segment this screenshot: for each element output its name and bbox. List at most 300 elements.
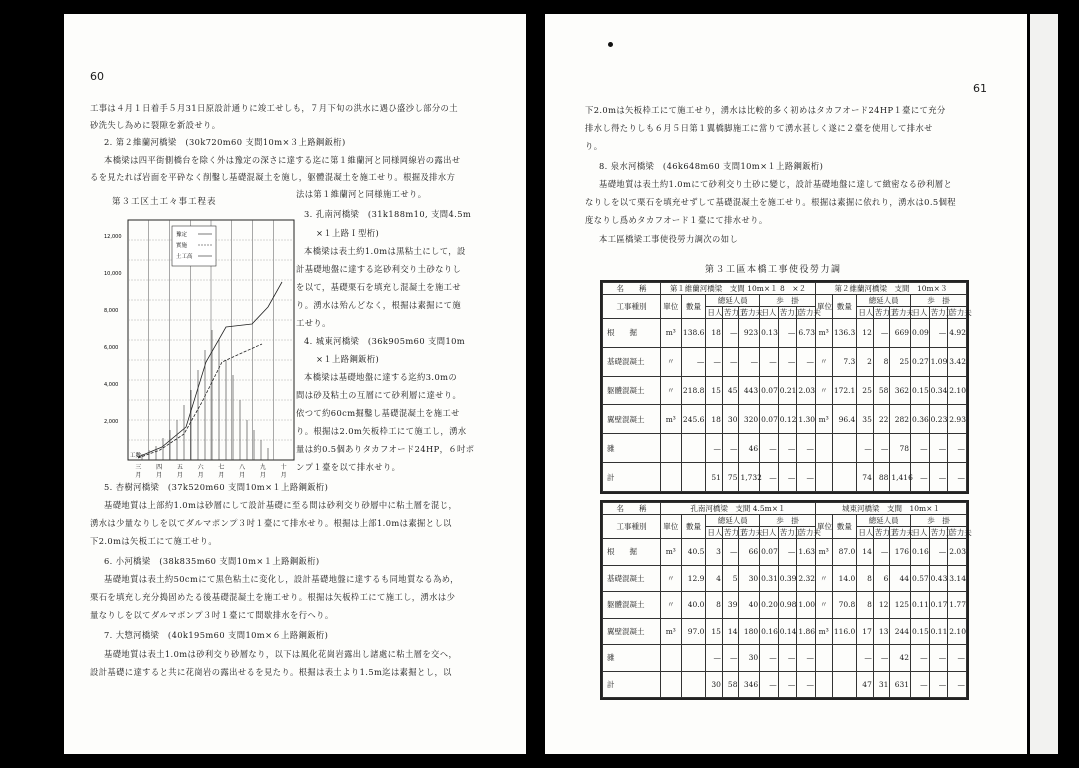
header-cell: 苦力工 — [874, 308, 898, 317]
table-cell: — — [929, 671, 948, 698]
table-cell: 46 — [739, 434, 760, 463]
x-tick-label: 六 — [197, 464, 204, 471]
x-tick-label: 月 — [197, 472, 204, 479]
row-label: 計 — [603, 463, 661, 492]
table-cell — [660, 671, 681, 698]
table-cell: 30 — [722, 405, 739, 434]
row-label: 根 掘 — [603, 539, 661, 566]
labor-table-1 — [600, 280, 972, 494]
header-cell: 歩 掛 — [760, 515, 816, 527]
table-cell: 25 — [857, 376, 874, 405]
text-line: 基礎地質は表土約1.0mにて砂利交り土砂に變じ，設計基礎地盤に達して緻密なる砂利層と — [599, 179, 953, 189]
table-cell: 136.3 — [832, 319, 857, 348]
table-cell: — — [797, 645, 816, 672]
table-cell: 6.73 — [797, 319, 816, 348]
table-cell: 78 — [890, 434, 911, 463]
table-cell: 30 — [739, 565, 760, 592]
page-number: 61 — [973, 82, 987, 95]
table-row — [603, 347, 967, 376]
x-tick-label: 七 — [218, 464, 225, 471]
table-row — [603, 592, 967, 619]
header-cell: 數量 — [832, 295, 857, 319]
legend-label: 實施 — [176, 243, 188, 249]
header-cell: 數量 — [832, 515, 857, 539]
row-label: 躯體混凝土 — [603, 592, 661, 619]
header-cell: 苦力工 — [723, 528, 747, 537]
table-cell: 44 — [890, 565, 911, 592]
y-tick-label: 8,000 — [104, 308, 119, 314]
text-line: なりしを以て栗石を填充せずして基礎混凝土を施工せり。根掘は素掘に依れり，湧水は0.5個程 — [585, 197, 956, 207]
table-cell — [681, 463, 706, 492]
y-tick-label: 10,000 — [104, 271, 122, 277]
table-cell: m³ — [815, 405, 832, 434]
text-line: 設計基礎に達すると共に花崗岩の露出せるを見たり。根掘は表土より1.5m迄は素掘とし，以 — [90, 667, 452, 677]
table-cell: 282 — [890, 405, 911, 434]
table-cell: 0.15 — [911, 376, 930, 405]
table-cell: — — [722, 319, 739, 348]
table-cell: 0.16 — [911, 539, 930, 566]
table-cell: 6 — [873, 565, 890, 592]
table-cell: 12.9 — [681, 565, 706, 592]
table-cell: 〃 — [815, 592, 832, 619]
text-line: 7. 大惣河橋梁 (40k195m60 支間10m×６上路鋼鈑桁) — [104, 630, 329, 640]
bridge-header: 孔南河橋梁 支間 4.5m×１ — [660, 503, 815, 515]
table-cell — [815, 671, 832, 698]
table-cell: 40.0 — [681, 592, 706, 619]
table-cell — [681, 645, 706, 672]
table-cell: 17 — [857, 618, 874, 645]
table-cell: — — [948, 434, 967, 463]
header-cell: 苦力夫 — [949, 528, 972, 537]
table-cell: 〃 — [815, 565, 832, 592]
table-row — [603, 539, 967, 566]
y-tick-label: 6,000 — [104, 345, 119, 351]
table-cell: 0.57 — [911, 565, 930, 592]
x-tick-label: 三 — [135, 464, 142, 471]
text-line: り。 — [585, 141, 603, 151]
table-cell: — — [778, 463, 797, 492]
table-row — [603, 671, 967, 698]
table-cell: 7.3 — [832, 347, 857, 376]
text-line: 下2.0mは矢板工にて施工せり。 — [90, 536, 218, 546]
page-number: 60 — [90, 70, 104, 83]
table-cell: m³ — [815, 618, 832, 645]
table-cell: 30 — [739, 645, 760, 672]
ink-dot — [608, 42, 613, 47]
table-cell: 0.20 — [760, 592, 779, 619]
header-cell: 苦力夫 — [891, 528, 914, 537]
table-row — [603, 405, 967, 434]
text-line: を以て，基礎栗石を填充し混凝土を施工せ — [296, 282, 462, 292]
y-tick-label: 2,000 — [104, 419, 119, 425]
text-line: ンプ１臺を以て排水せり。 — [296, 462, 401, 472]
table-cell: 8 — [857, 592, 874, 619]
table-cell: 1.63 — [797, 539, 816, 566]
table-cell — [832, 645, 857, 672]
table-cell: — — [706, 347, 723, 376]
header-cell: 日人 — [858, 308, 874, 317]
table-cell: 2.03 — [948, 539, 967, 566]
table-cell: 39 — [722, 592, 739, 619]
table-cell: — — [778, 434, 797, 463]
table-cell: 0.14 — [778, 618, 797, 645]
text-line: 栗石を填充し充分搗固めたる後基礎混凝土を施工せり。根掘は矢板枠工にて施工し，湧水は少 — [90, 592, 456, 602]
table-cell: — — [911, 434, 930, 463]
table-cell: 58 — [873, 376, 890, 405]
right-page — [545, 14, 1027, 754]
table-cell — [832, 434, 857, 463]
header-cell: 苦力工 — [874, 528, 898, 537]
header-cell: 單位 — [660, 515, 681, 539]
table-cell: — — [760, 671, 779, 698]
table-cell: 14 — [857, 539, 874, 566]
table-cell: 〃 — [815, 376, 832, 405]
table-cell: — — [948, 671, 967, 698]
table-cell: 4.92 — [948, 319, 967, 348]
table-cell: 58 — [722, 671, 739, 698]
text-line: 基礎地質は上部約1.0mは砂層にして設計基礎に至る間は砂利交り砂層中に粘土層を混じ， — [104, 500, 458, 510]
x-tick-label: 九 — [259, 464, 266, 471]
table-cell: — — [722, 645, 739, 672]
table-cell: — — [681, 347, 706, 376]
text-line: 本橋梁は基礎地盤に達する迄約3.0mの — [304, 372, 458, 382]
table-row — [603, 618, 967, 645]
table-cell: 2.32 — [797, 565, 816, 592]
text-line: 度なりし爲めタカフオード１臺にて排水せり。 — [585, 215, 768, 225]
table-cell: 0.36 — [911, 405, 930, 434]
table-cell: 3 — [706, 539, 723, 566]
table-cell: 42 — [890, 645, 911, 672]
earthwork-schedule-chart — [102, 212, 298, 480]
table-cell: — — [857, 434, 874, 463]
table-cell: — — [911, 463, 930, 492]
chart-title: 第３工区土工々事工程表 — [112, 197, 217, 207]
header-cell: 總延人員 — [706, 295, 760, 307]
table-cell: 346 — [739, 671, 760, 698]
x-tick-label: 五 — [176, 464, 183, 471]
table-cell — [660, 463, 681, 492]
table-cell: 0.07 — [760, 539, 779, 566]
header-cell: 苦力工 — [779, 308, 803, 317]
text-line: 6. 小河橋梁 (38k835m60 支間10m×１上路鋼鈑桁) — [104, 556, 320, 566]
row-label: 躯體混凝土 — [603, 376, 661, 405]
header-cell: 苦力夫 — [740, 308, 763, 317]
header-cell: 歩 掛 — [760, 295, 816, 307]
table-cell: — — [760, 463, 779, 492]
table-cell: 〃 — [660, 347, 681, 376]
table-cell: 40 — [739, 592, 760, 619]
header-cell: 日人 — [761, 308, 777, 317]
table-cell: — — [722, 539, 739, 566]
table-cell: — — [873, 434, 890, 463]
table-cell: 362 — [890, 376, 911, 405]
bridge-header: 第１維蘭河橋梁 支間 10m×１ 8 ×２ — [660, 283, 815, 295]
header-cell: 總延人員 — [706, 515, 760, 527]
table-cell: 8 — [873, 347, 890, 376]
header-cell: 總延人員 — [857, 295, 911, 307]
table-cell: 3.14 — [948, 565, 967, 592]
table-cell: 669 — [890, 319, 911, 348]
table-cell — [815, 434, 832, 463]
row-label: 根 掘 — [603, 319, 661, 348]
table-cell: 51 — [706, 463, 723, 492]
header-cell: 苦力工 — [930, 528, 954, 537]
x-tick-label: 月 — [280, 472, 287, 479]
table-cell: 70.8 — [832, 592, 857, 619]
table-cell — [815, 645, 832, 672]
row-label: 雜 — [603, 645, 661, 672]
table-cell — [681, 434, 706, 463]
table-cell: m³ — [815, 319, 832, 348]
table-row — [603, 463, 967, 492]
scan-edge — [1030, 14, 1058, 754]
text-line: 下2.0mは矢板枠工にて施工せり，湧水は比較的多く初めはタカフオード24HP１臺にて充分 — [585, 105, 946, 115]
table-cell: — — [873, 539, 890, 566]
legend-label: 土工高 — [176, 254, 193, 260]
table-cell: 47 — [857, 671, 874, 698]
table-cell: — — [929, 463, 948, 492]
header-cell: 歩 掛 — [911, 515, 967, 527]
actual-curve — [138, 344, 262, 458]
table-cell: — — [760, 645, 779, 672]
table-cell — [815, 463, 832, 492]
text-line: 排水し得たりしも６月５日第１翼橋脚施工に當りて湧水甚しく遂に２臺を使用して排水せ — [585, 123, 933, 133]
table-cell: — — [873, 319, 890, 348]
table-cell: — — [948, 645, 967, 672]
table-cell: 0.34 — [929, 376, 948, 405]
table-cell: 631 — [890, 671, 911, 698]
table-cell: 320 — [739, 405, 760, 434]
text-line: 間は砂及粘土の互層にて砂利層に達せり。 — [296, 390, 462, 400]
table-row — [603, 319, 967, 348]
header-cell: 數量 — [681, 515, 706, 539]
text-line: 量なりしを以てダルマポンプ３吋１臺にて間歇排水を行へり。 — [90, 610, 334, 620]
text-line: 本橋梁は四平街側橋台を除く外は豫定の深さに達する迄に第１維蘭河と同様岡線岩の露出せ — [104, 155, 461, 165]
header-cell: 日人 — [912, 528, 928, 537]
table-cell: 4 — [706, 565, 723, 592]
table-cell: 8 — [706, 592, 723, 619]
table-cell: — — [778, 645, 797, 672]
table-cell: 30 — [706, 671, 723, 698]
table-cell: m³ — [660, 319, 681, 348]
text-line: 3. 孔南河橋梁 (31k188m10, 支間4.5m — [304, 209, 472, 219]
table-cell: — — [778, 671, 797, 698]
table-cell: m³ — [660, 539, 681, 566]
text-line: り。根掘は2.0m矢板枠工にて施工し，湧水 — [296, 426, 467, 436]
text-line: 湧水は少量なりしを以てダルマポンプ３吋１臺にて排水せり。根掘は上部1.0mは素掘とし以 — [90, 518, 452, 528]
table-cell: — — [929, 539, 948, 566]
header-cell: 歩 掛 — [911, 295, 967, 307]
header-cell: 日人 — [761, 528, 777, 537]
table-cell: 116.0 — [832, 618, 857, 645]
table-cell — [832, 671, 857, 698]
table-cell: 14.0 — [832, 565, 857, 592]
text-line: 基礎地質は表土約50cmにて黒色粘土に変化し，設計基礎地盤に達するも同地質なる為め， — [104, 574, 459, 584]
table-cell: 1,416 — [890, 463, 911, 492]
bridge-header: 城東河橋梁 支間 10m×１ — [815, 503, 966, 515]
table-cell: 〃 — [660, 376, 681, 405]
header-cell: 名 稱 — [603, 503, 661, 515]
text-line: 工せり。 — [296, 318, 331, 328]
table-cell: 125 — [890, 592, 911, 619]
text-line: 5. 杏樹河橋梁 (37k520m60 支間10m×１上路鋼鈑桁) — [104, 482, 329, 492]
table-cell: 12 — [873, 592, 890, 619]
table-cell: 15 — [706, 376, 723, 405]
left-page — [64, 14, 526, 754]
header-cell: 單位 — [815, 515, 832, 539]
table-cell: — — [797, 463, 816, 492]
x-tick-label: 月 — [259, 472, 266, 479]
table-cell: 74 — [857, 463, 874, 492]
table-cell: 1.00 — [797, 592, 816, 619]
header-cell: 單位 — [660, 295, 681, 319]
table-cell: 1,732 — [739, 463, 760, 492]
table-cell: 3.42 — [948, 347, 967, 376]
row-label: 雜 — [603, 434, 661, 463]
header-cell: 數量 — [681, 295, 706, 319]
table-cell: 176 — [890, 539, 911, 566]
x-tick-label: 八 — [239, 464, 246, 471]
table-cell: 2 — [857, 347, 874, 376]
header-cell: 名 稱 — [603, 283, 661, 295]
table-cell: — — [722, 434, 739, 463]
table-cell: 2.93 — [948, 405, 967, 434]
header-cell: 苦力夫 — [949, 308, 972, 317]
row-label: 翼壁混凝土 — [603, 405, 661, 434]
plan-curve — [138, 282, 282, 457]
table-cell — [660, 645, 681, 672]
table-cell: 18 — [706, 405, 723, 434]
table-cell: — — [778, 347, 797, 376]
table-cell: 〃 — [660, 592, 681, 619]
table-cell: 1.77 — [948, 592, 967, 619]
x-tick-label: 月 — [239, 472, 246, 479]
header-cell: 日人 — [858, 528, 874, 537]
y-tick-label: 12,000 — [104, 234, 122, 240]
header-cell: 日人 — [707, 528, 723, 537]
table-cell: — — [706, 434, 723, 463]
table-cell: 245.6 — [681, 405, 706, 434]
table-cell: 2.10 — [948, 376, 967, 405]
table-row — [603, 376, 967, 405]
table-cell: — — [760, 434, 779, 463]
table-cell: 2.03 — [797, 376, 816, 405]
text-line: 砂洗失し為めに裂隙を新設せり。 — [90, 120, 221, 130]
row-label: 計 — [603, 671, 661, 698]
labor-table-2 — [600, 500, 972, 700]
table-cell: 0.09 — [911, 319, 930, 348]
table-cell: 0.07 — [760, 405, 779, 434]
table-cell: — — [929, 319, 948, 348]
corner-label: 工數 — [130, 453, 142, 459]
table-cell: 923 — [739, 319, 760, 348]
text-line: 本工區橋梁工事使役勞力調次の如し — [599, 234, 739, 244]
table-cell: 0.16 — [760, 618, 779, 645]
table-cell: 1.09 — [929, 347, 948, 376]
text-line: 計基礎地盤に達する迄砂利交り土砂なりし — [296, 264, 462, 274]
legend-label: 豫定 — [176, 232, 188, 238]
text-line: るを見たれば岩面を平砕なく削鑿し基礎混凝土を施し，躯體混凝土を施工せり。根掘及排水方 — [90, 172, 456, 182]
text-line: 法は第１維蘭河と同様施工せり。 — [296, 189, 427, 199]
table-cell: 172.1 — [832, 376, 857, 405]
table-cell: 88 — [873, 463, 890, 492]
table-cell: — — [948, 463, 967, 492]
table-cell: m³ — [660, 405, 681, 434]
table-cell: 0.15 — [911, 618, 930, 645]
table-cell: 15 — [706, 618, 723, 645]
table-cell: 180 — [739, 618, 760, 645]
table-cell: 1.86 — [797, 618, 816, 645]
text-line: ×１上路Ｉ型桁) — [316, 228, 380, 238]
table-cell: 0.13 — [760, 319, 779, 348]
table-cell: 0.39 — [778, 565, 797, 592]
header-cell: 單位 — [815, 295, 832, 319]
text-line: 依つて約60cm掘鑿し基礎混凝土を施工せ — [296, 408, 460, 418]
header-cell: 日人 — [707, 308, 723, 317]
header-cell: 苦力夫 — [798, 528, 821, 537]
table-cell: — — [778, 539, 797, 566]
table-cell: — — [739, 347, 760, 376]
table-cell: — — [873, 645, 890, 672]
header-cell: 日人 — [912, 308, 928, 317]
row-label: 翼壁混凝土 — [603, 618, 661, 645]
table-cell: 0.43 — [929, 565, 948, 592]
text-line: 本橋梁は表土約1.0mは黒粘土にして，設 — [304, 246, 466, 256]
x-tick-label: 四 — [156, 464, 163, 471]
table-cell: — — [797, 347, 816, 376]
table-cell: 18 — [706, 319, 723, 348]
table-cell: 0.11 — [911, 592, 930, 619]
x-tick-label: 月 — [156, 472, 163, 479]
header-cell: 工事種別 — [603, 295, 661, 319]
row-label: 基礎混凝土 — [603, 565, 661, 592]
table-cell: 5 — [722, 565, 739, 592]
table-cell: 1.30 — [797, 405, 816, 434]
table-cell: 66 — [739, 539, 760, 566]
table-cell: 244 — [890, 618, 911, 645]
table-cell: — — [797, 434, 816, 463]
table-cell: 96.4 — [832, 405, 857, 434]
table-cell: 2.10 — [948, 618, 967, 645]
text-line: 2. 第２維蘭河橋梁 (30k720m60 支間10m×３上路鋼鈑桁) — [104, 137, 346, 147]
text-line: 工事は４月１日着手５月31日原設計通りに竣工せしも，７月下旬の洪水に遇ひ盛沙し部分の土 — [90, 103, 458, 113]
table-cell — [832, 463, 857, 492]
text-line: 量は約0.5個ありタカフオード24HP，６吋ポ — [296, 444, 475, 454]
table-cell: 0.11 — [929, 618, 948, 645]
header-cell: 苦力夫 — [891, 308, 914, 317]
text-line: 基礎地質は表土1.0mは砂利交り砂層なり，以下は風化花崗岩露出し諸處に粘土層を交へ， — [104, 649, 458, 659]
table-cell: — — [857, 645, 874, 672]
table-row — [603, 645, 967, 672]
table-cell: 40.5 — [681, 539, 706, 566]
table-cell: 97.0 — [681, 618, 706, 645]
table-cell: 0.21 — [778, 376, 797, 405]
table-cell: — — [911, 645, 930, 672]
table-cell: 22 — [873, 405, 890, 434]
row-label: 基礎混凝土 — [603, 347, 661, 376]
y-tick-label: 4,000 — [104, 382, 119, 388]
text-line: 8. 泉水河橋梁 (46k648m60 支間10m×１上路鋼鈑桁) — [599, 161, 824, 171]
header-cell: 苦力夫 — [798, 308, 821, 317]
header-cell: 總延人員 — [857, 515, 911, 527]
table-row — [603, 565, 967, 592]
bridge-header: 第２維蘭河橋梁 支間 10m×３ — [815, 283, 966, 295]
table-cell: — — [911, 671, 930, 698]
table-cell: 12 — [857, 319, 874, 348]
table-caption: 第３工區本橋工事使役勞力調 — [705, 265, 842, 275]
table-cell — [681, 671, 706, 698]
table-cell: 0.12 — [778, 405, 797, 434]
